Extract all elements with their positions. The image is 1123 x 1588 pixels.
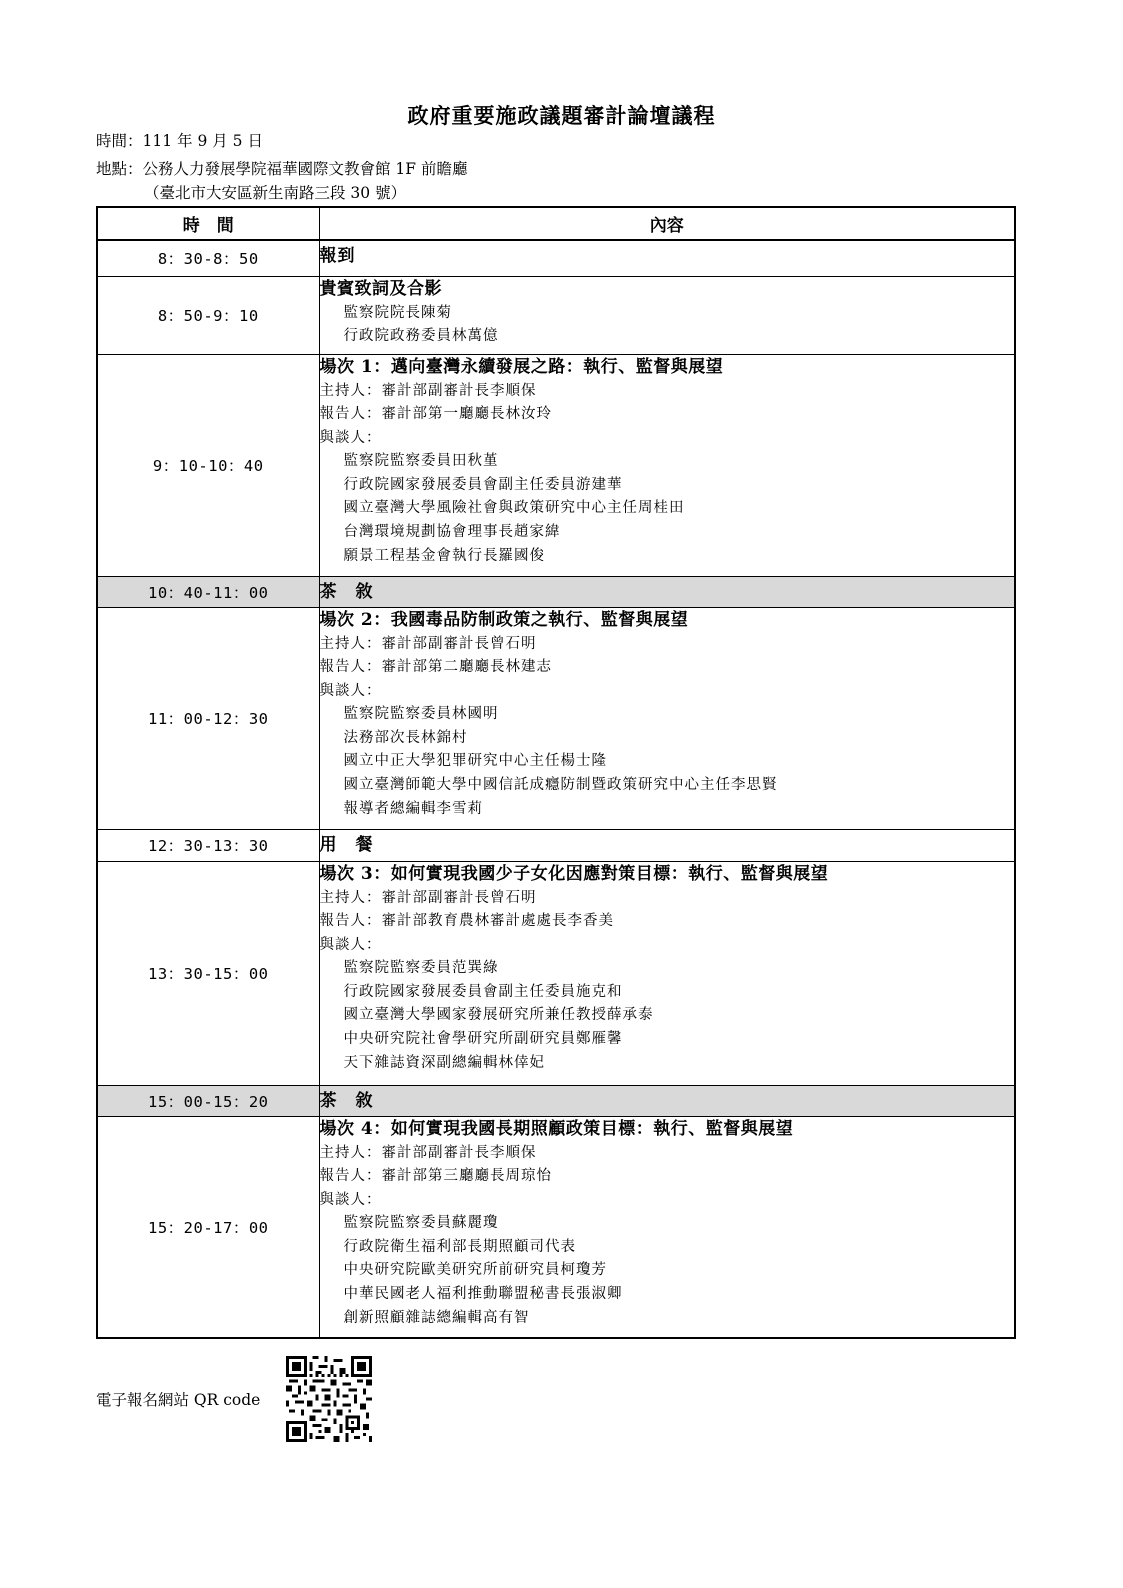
panelist: 監察院監察委員林國明	[343, 706, 499, 723]
session-host: 主持人：審計部副審計長曾石明	[319, 635, 537, 652]
agenda-row-lunch	[97, 829, 1015, 861]
agenda-header-row	[97, 207, 1015, 240]
session-title: 場次 2：我國毒品防制政策之執行、監督與展望	[319, 609, 689, 630]
session-host: 主持人：審計部副審計長李順保	[319, 1144, 537, 1161]
panel-label: 與談人：	[319, 936, 382, 953]
panelist: 國立中正大學犯罪研究中心主任楊士隆	[343, 753, 607, 770]
agenda-row-opening	[97, 276, 1015, 354]
panelist: 國立臺灣大學國家發展研究所兼任教授薛承泰	[343, 1007, 654, 1024]
row-title: 茶 敘	[319, 1090, 374, 1111]
panelist: 監察院監察委員蘇麗瓊	[343, 1215, 499, 1232]
row-title: 茶 敘	[319, 581, 374, 602]
panelist: 台灣環境規劃協會理事長趙家緯	[343, 524, 561, 541]
row-time: 12：30-13：30	[97, 829, 319, 861]
panelist: 報導者總編輯李雪莉	[343, 800, 483, 817]
session-reporter: 報告人：審計部第一廳廳長林汝玲	[319, 406, 552, 423]
agenda-row-tea-break	[97, 1085, 1015, 1116]
agenda-table	[96, 206, 1016, 1339]
session-reporter: 報告人：審計部第三廳廳長周琼怡	[319, 1168, 552, 1185]
panelist: 中央研究院歐美研究所前研究員柯瓊芳	[343, 1262, 607, 1279]
header-content: 內容	[319, 207, 1015, 240]
panel-label: 與談人：	[319, 429, 382, 446]
session-title: 場次 3：如何實現我國少子女化因應對策目標：執行、監督與展望	[319, 863, 829, 884]
document-title: 政府重要施政議題審計論壇議程	[407, 103, 716, 128]
event-address: （臺北市大安區新生南路三段 30 號）	[144, 184, 407, 202]
row-content	[319, 861, 1015, 1085]
panelist: 中央研究院社會學研究所副研究員鄭雁馨	[343, 1031, 623, 1048]
row-content	[319, 607, 1015, 829]
header-time: 時 間	[97, 207, 319, 240]
row-time: 8：50-9：10	[97, 276, 319, 354]
row-time: 15：20-17：00	[97, 1116, 319, 1338]
panelist: 天下雜誌資深副總編輯林倖妃	[343, 1054, 545, 1071]
row-content	[319, 1116, 1015, 1338]
agenda-row-session-1	[97, 354, 1015, 576]
row-time: 8：30-8：50	[97, 240, 319, 276]
session-title: 場次 4：如何實現我國長期照顧政策目標：執行、監督與展望	[319, 1118, 794, 1139]
agenda-row-session-3	[97, 861, 1015, 1085]
row-time: 10：40-11：00	[97, 576, 319, 607]
panelist: 監察院監察委員田秋堇	[343, 453, 499, 470]
row-content	[319, 240, 1015, 276]
panelist: 行政院衛生福利部長期照顧司代表	[343, 1238, 576, 1255]
row-title: 貴賓致詞及合影	[319, 278, 442, 299]
session-reporter: 報告人：審計部第二廳廳長林建志	[319, 659, 552, 676]
panelist: 法務部次長林錦村	[343, 729, 468, 746]
event-date: 時間：111 年 9 月 5 日	[96, 132, 263, 150]
session-title: 場次 1：邁向臺灣永續發展之路：執行、監督與展望	[319, 356, 724, 377]
panelist: 行政院國家發展委員會副主任委員游建華	[343, 476, 623, 493]
row-content	[319, 576, 1015, 607]
panelist: 國立臺灣師範大學中國信託成癮防制暨政策研究中心主任李思賢	[343, 777, 778, 794]
panelist: 中華民國老人福利推動聯盟秘書長張淑卿	[343, 1286, 623, 1303]
speaker-line: 行政院政務委員林萬億	[343, 328, 499, 345]
agenda-row-tea-break	[97, 576, 1015, 607]
panelist: 願景工程基金會執行長羅國俊	[343, 547, 545, 564]
panelist: 國立臺灣大學風險社會與政策研究中心主任周桂田	[343, 500, 685, 517]
row-content	[319, 1085, 1015, 1116]
row-content	[319, 829, 1015, 861]
row-time: 11：00-12：30	[97, 607, 319, 829]
event-location: 地點：公務人力發展學院福華國際文教會館 1F 前瞻廳	[96, 160, 468, 178]
registration-qr-code[interactable]	[286, 1356, 372, 1442]
session-host: 主持人：審計部副審計長曾石明	[319, 889, 537, 906]
row-time: 9：10-10：40	[97, 354, 319, 576]
session-host: 主持人：審計部副審計長李順保	[319, 382, 537, 399]
panel-label: 與談人：	[319, 1191, 382, 1208]
row-time: 13：30-15：00	[97, 861, 319, 1085]
panel-label: 與談人：	[319, 682, 382, 699]
panelist: 監察院監察委員范巽綠	[343, 960, 499, 977]
agenda-row-session-2	[97, 607, 1015, 829]
row-content	[319, 276, 1015, 354]
agenda-row-session-4	[97, 1116, 1015, 1338]
row-content	[319, 354, 1015, 576]
speaker-line: 監察院院長陳菊	[343, 304, 452, 321]
row-time: 15：00-15：20	[97, 1085, 319, 1116]
agenda-row-registration	[97, 240, 1015, 276]
session-reporter: 報告人：審計部教育農林審計處處長李香美	[319, 913, 614, 930]
row-title: 報到	[319, 246, 356, 266]
panelist: 行政院國家發展委員會副主任委員施克和	[343, 983, 623, 1000]
qr-code-label: 電子報名網站 QR code	[96, 1391, 261, 1409]
panelist: 創新照顧雜誌總編輯高有智	[343, 1309, 530, 1326]
row-title: 用 餐	[319, 834, 374, 855]
